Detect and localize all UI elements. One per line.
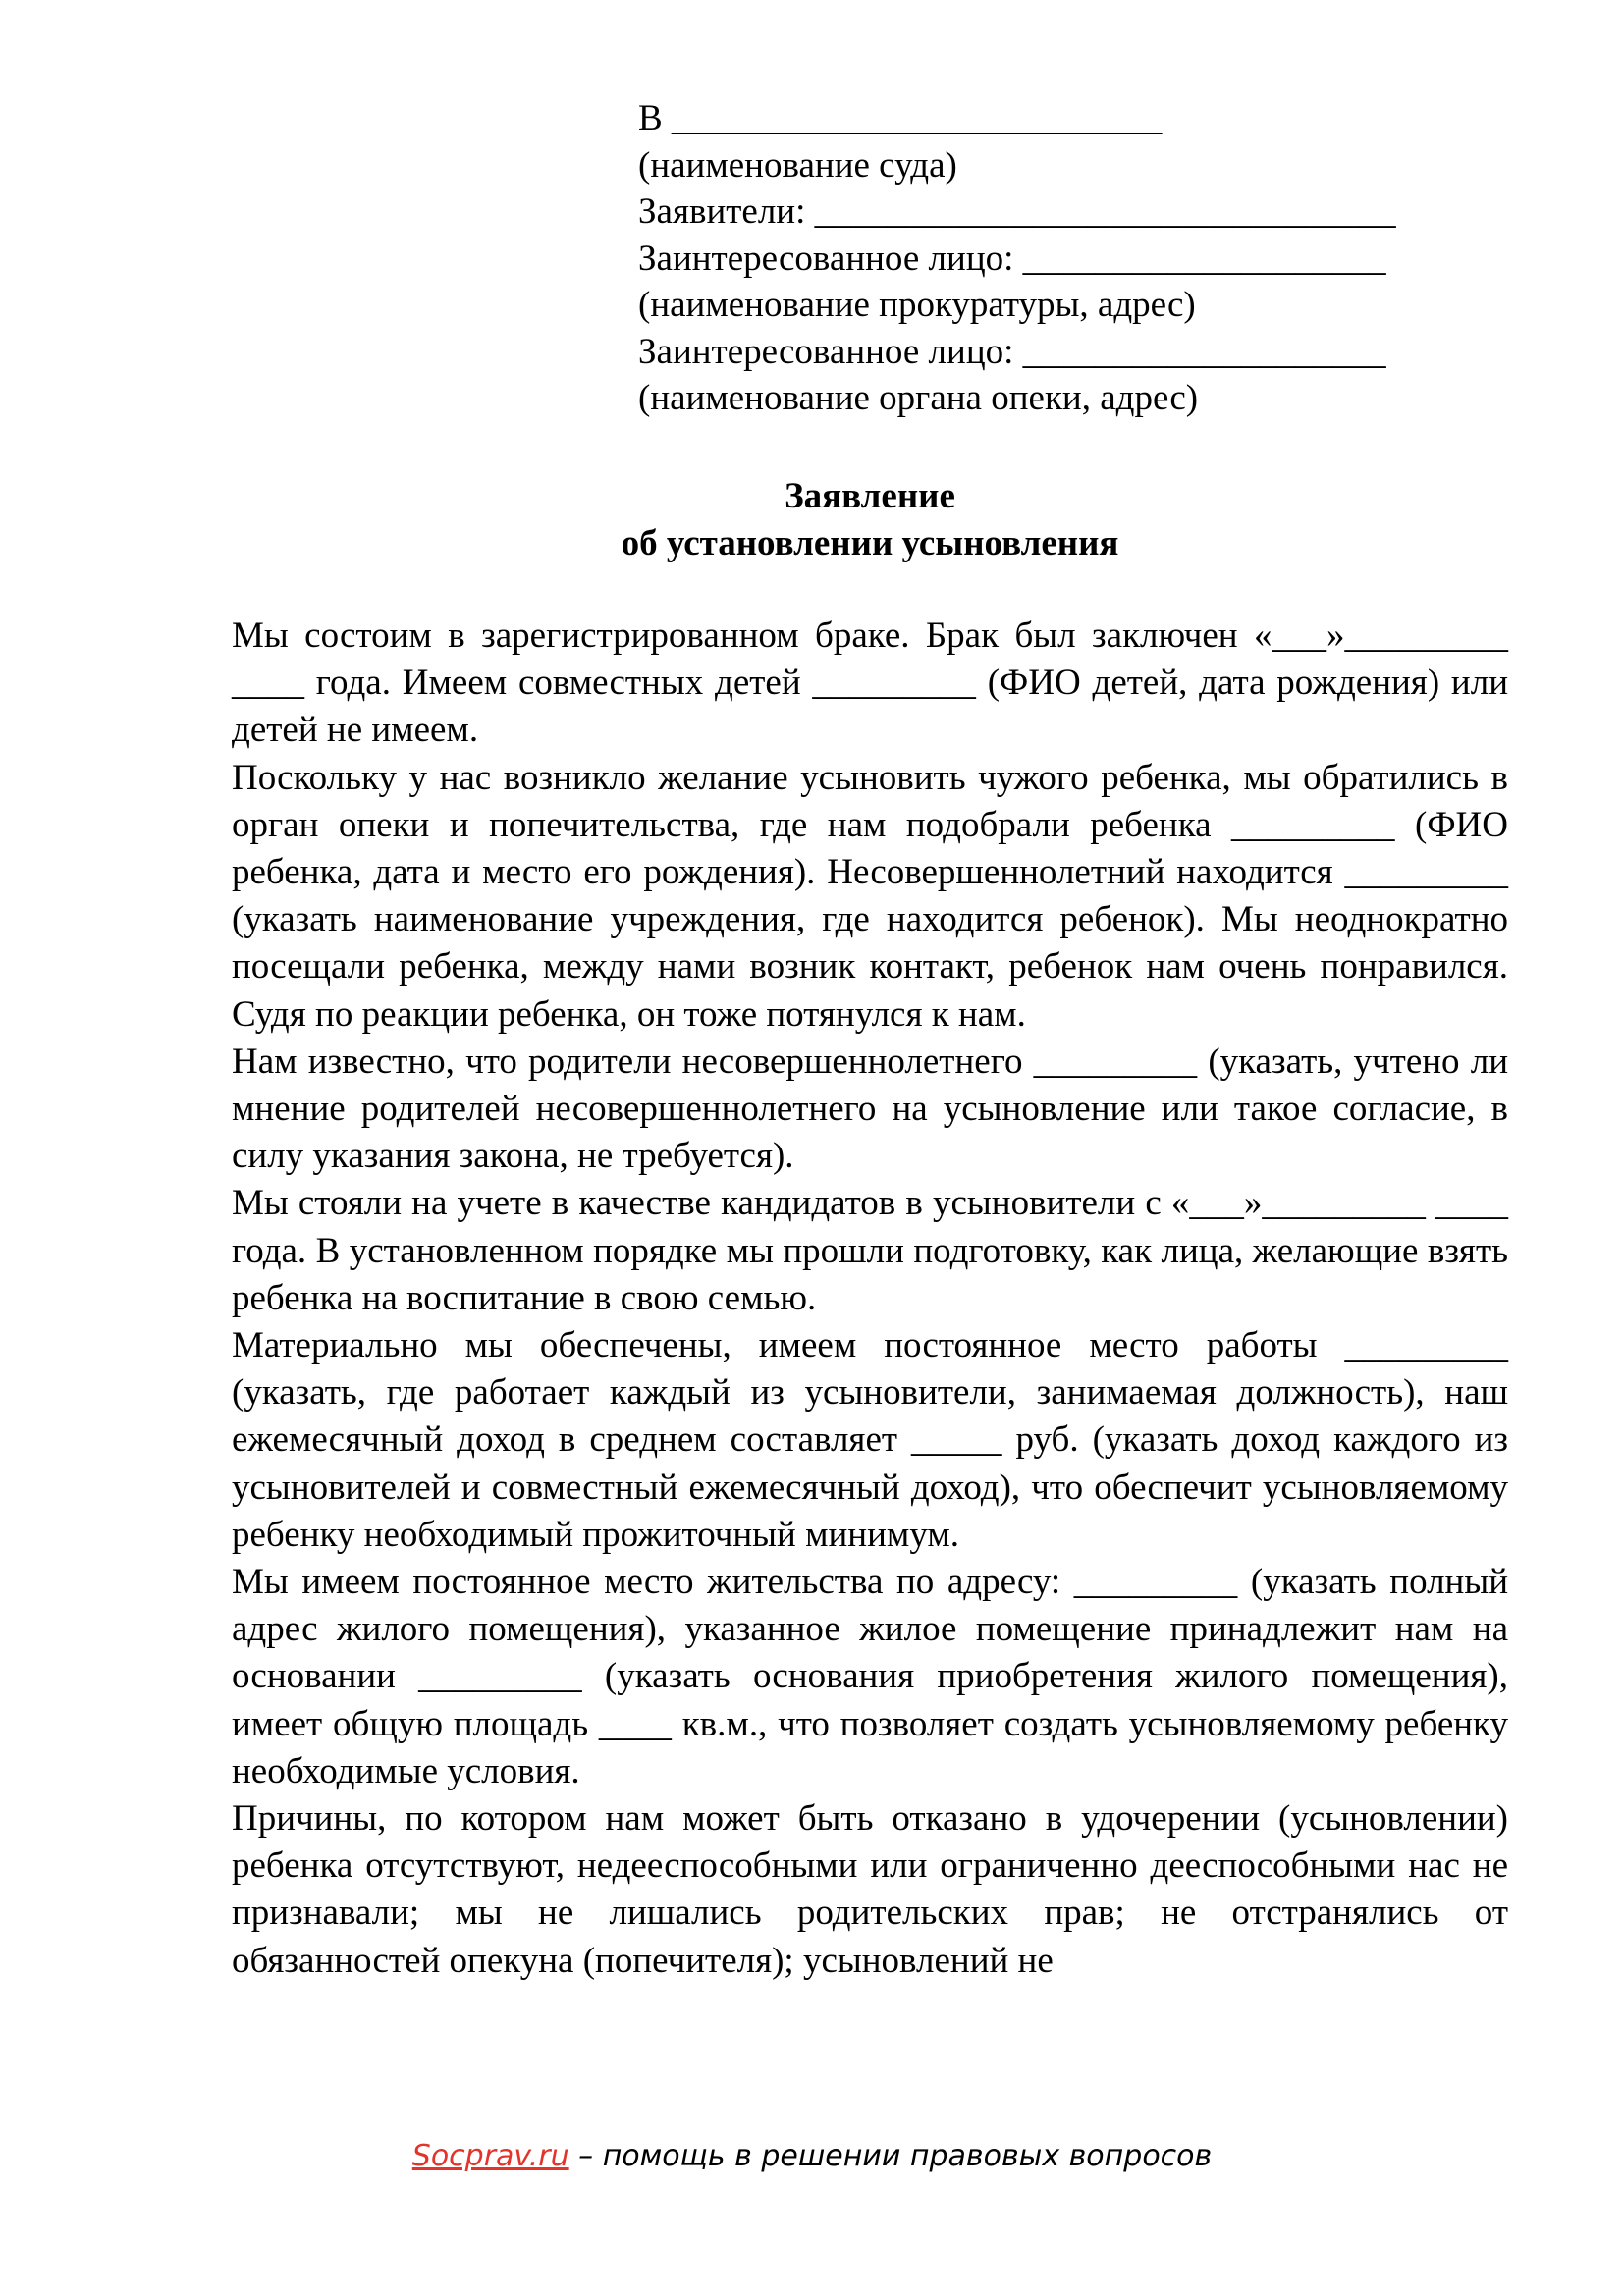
- page-footer: [0, 2138, 1624, 2175]
- guardianship-hint: (наименование органа опеки, адрес): [638, 378, 1199, 418]
- court-line: В ___________________________: [638, 98, 1163, 138]
- paragraph-child-selection: Поскольку у нас возникло желание усыновить чужого ребенка, мы обратились в орган опеки и попечительства, где нам подобрали ребенка _________ (ФИО ребенка, дата и место его рождения). Несовершеннолетний находится _________ (указать наименование учреждения, где находится ребенок). Мы неоднократно посещали ребенка, между нами возник контакт, ребенок нам очень понравился. Судя по реакции ребенка, он тоже потянулся к нам.: [232, 757, 1508, 1035]
- applicants-line: Заявители: ________________________________: [638, 191, 1396, 232]
- paragraph-parents-consent: Нам известно, что родители несовершеннолетнего _________ (указать, учтено ли мнение родителей несовершеннолетнего на усыновление или такое согласие, в силу указания закона, не требуется).: [232, 1041, 1508, 1177]
- document-body: [232, 613, 1508, 1985]
- paragraph-registration: Мы стояли на учете в качестве кандидатов в усыновители с «___»_________ ____ года. В установленном порядке мы прошли подготовку, как лица, желающие взять ребенка на воспитание в свою семью.: [232, 1183, 1508, 1318]
- prosecutor-hint: (наименование прокуратуры, адрес): [638, 285, 1196, 325]
- title-line-2: об установлении усыновления: [621, 523, 1119, 563]
- addressee-block: [638, 95, 1522, 422]
- footer-tagline: – помощь в решении правовых вопросов: [568, 2139, 1213, 2173]
- paragraph-income: Материально мы обеспечены, имеем постоянное место работы _________ (указать, где работает каждый из усыновители, занимаемая должность), наш ежемесячный доход в среднем составляет _____ руб. (указать доход каждого из усыновителей и совместный ежемесячный доход), что обеспечит усыновляемому ребенку необходимый прожиточный минимум.: [232, 1325, 1508, 1555]
- document-title: [232, 473, 1508, 567]
- paragraph-marriage: Мы состоим в зарегистрированном браке. Брак был заключен «___»_________ ____ года. Имеем совместных детей _________ (ФИО детей, дата рождения) или детей не имеем.: [232, 615, 1508, 751]
- prosecutor-line: Заинтересованное лицо: ____________________: [638, 238, 1386, 279]
- court-hint: (наименование суда): [638, 144, 957, 186]
- paragraph-residence: Мы имеем постоянное место жительства по адресу: _________ (указать полный адрес жилого помещения), указанное жилое помещение принадлежит нам на основании _________ (указать основания приобретения жилого помещения), имеет общую площадь ____ кв.м., что позволяет создать усыновляемому ребенку необходимые условия.: [232, 1562, 1508, 1791]
- guardianship-line: Заинтересованное лицо: ____________________: [638, 331, 1386, 372]
- site-link[interactable]: Socprav.ru: [411, 2139, 569, 2173]
- title-line-1: Заявление: [785, 476, 955, 516]
- paragraph-grounds: Причины, по котором нам может быть отказано в удочерении (усыновлении) ребенка отсутствуют, недееспособными или ограниченно дееспособными нас не признавали; мы не лишались родительских прав; не отстранялись от обязанностей опекуна (попечителя); усыновлений не: [232, 1798, 1508, 1981]
